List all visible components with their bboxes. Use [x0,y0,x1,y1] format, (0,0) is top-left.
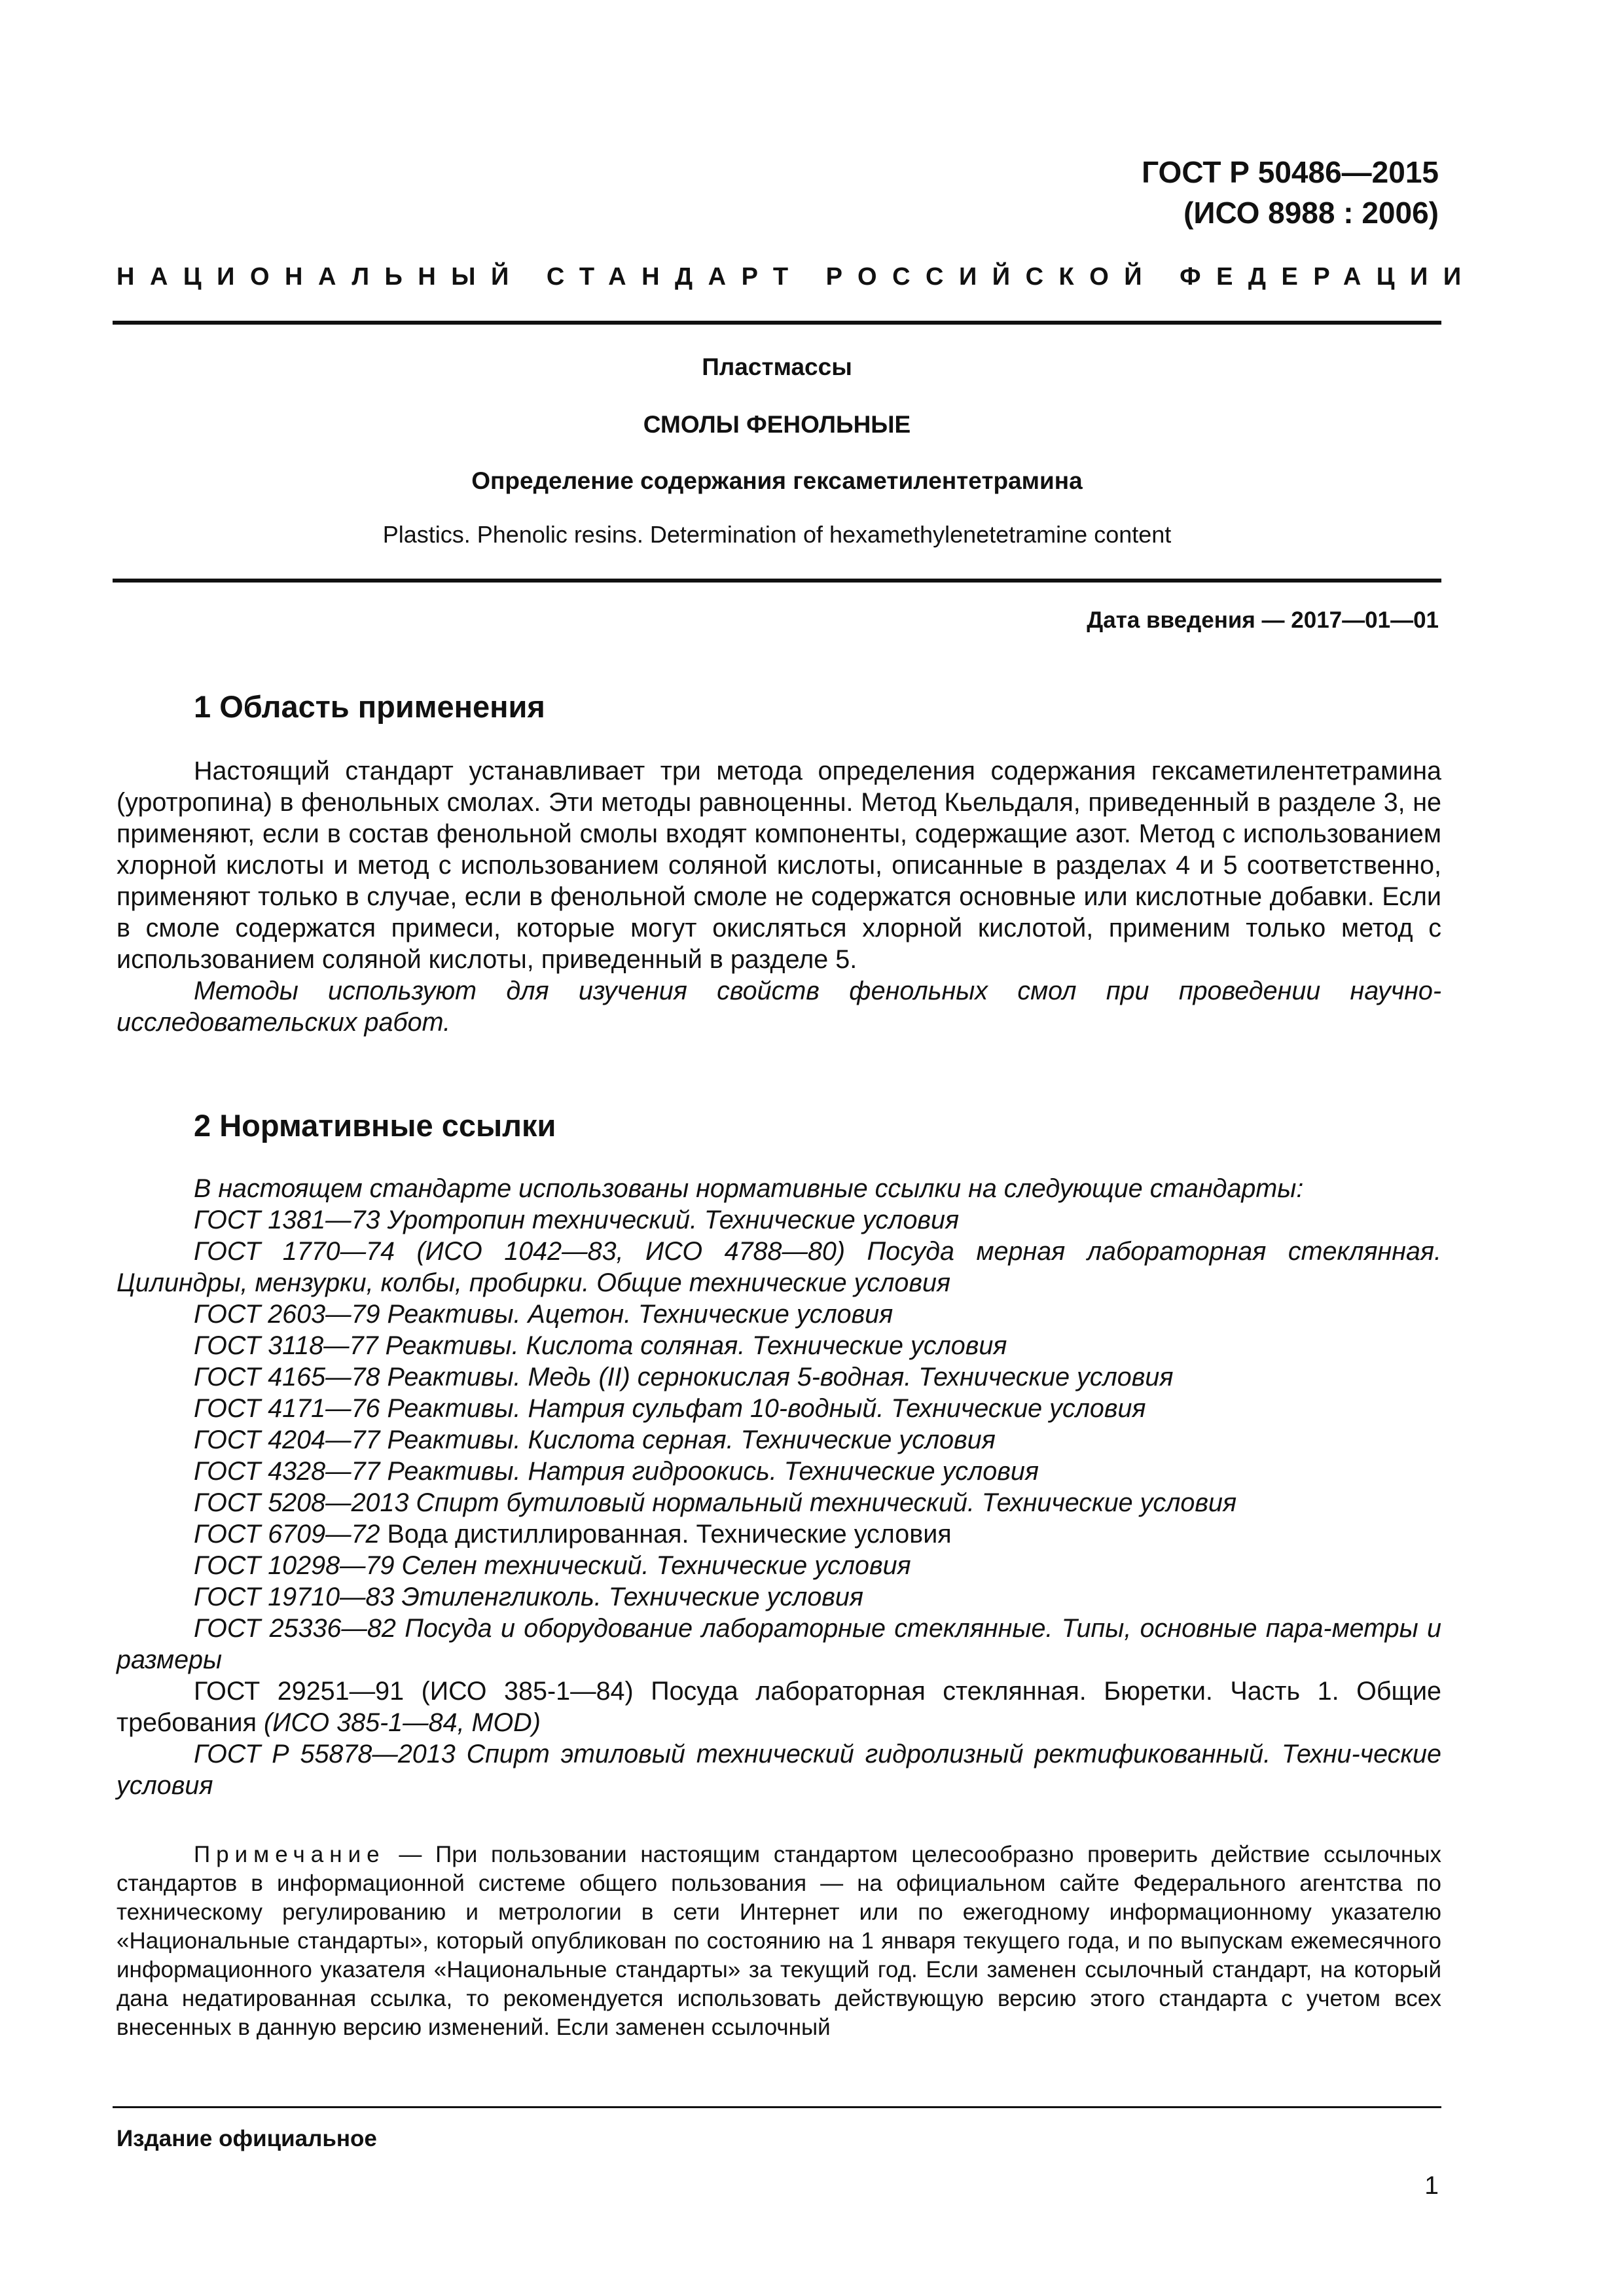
section-heading-normative-references: 2 Нормативные ссылки [194,1108,556,1143]
reference-item: ГОСТ Р 55878—2013 Спирт этиловый технический гидролизный ректификованный. Техни-ческие условия [117,1740,1441,1800]
reference-text: ГОСТ 29251—91 (ИСО 385-1—84) Посуда лабораторная стеклянная. Бюретки. Часть 1. Общие требования [117,1677,1441,1737]
note-dash: — [385,1842,436,1867]
title-rule [113,579,1441,583]
reference-item: ГОСТ 5208—2013 Спирт бутиловый нормальный технический. Технические условия [194,1488,1237,1517]
reference-title: Вода дистиллированная. Технические условия [380,1520,952,1549]
reference-item: ГОСТ 2603—79 Реактивы. Ацетон. Технические условия [194,1300,893,1329]
references-intro: В настоящем стандарте использованы нормативные ссылки на следующие стандарты: [194,1174,1304,1203]
reference-item: ГОСТ 3118—77 Реактивы. Кислота соляная. Технические условия [194,1331,1007,1360]
reference-item: ГОСТ 10298—79 Селен технический. Технические условия [194,1551,911,1580]
reference-item-6709 [117,1518,1441,1550]
designation-iso: (ИСО 8988 : 2006) [1183,196,1439,230]
title-group: Пластмассы [702,353,852,380]
note-label: Примечание [194,1842,386,1867]
official-edition-label: Издание официальное [117,2126,377,2151]
reference-code: ГОСТ 6709—72 [194,1520,380,1549]
reference-item: ГОСТ 4171—76 Реактивы. Натрия сульфат 10-водный. Технические условия [194,1394,1146,1423]
note-text: При пользовании настоящим стандартом целесообразно проверить действие ссылочных стандартов в информационной системе общего пользования — на официальном сайте Федерального агентства по техническому регулированию и метрологии в сети Интернет или по ежегодному информационному указателю «Национальные стандарты», который опубликован по состоянию на 1 января текущего года, и по выпускам ежемесячного информационного указателя «Национальные стандарты» за текущий год. Если заменен ссылочный стандарт, на который дана недатированная ссылка, то рекомендуется использовать действующую версию этого стандарта с учетом всех внесенных в данную версию изменений. Если заменен ссылочный [117,1842,1441,2040]
scope-body [117,755,1441,1038]
references-list [117,1173,1441,1801]
reference-item: ГОСТ 4204—77 Реактивы. Кислота серная. Технические условия [194,1426,996,1454]
reference-item: ГОСТ 4165—78 Реактивы. Медь (II) сернокислая 5-водная. Технические условия [194,1363,1174,1391]
standard-designation [1142,152,1439,233]
reference-mod: (ИСО 385-1—84, MOD) [263,1708,541,1737]
reference-item: ГОСТ 25336—82 Посуда и оборудование лабораторные стеклянные. Типы, основные пара-метры и размеры [117,1614,1441,1674]
title-subtitle: Определение содержания гексаметилентетрамина [471,467,1083,494]
footer-rule [113,2106,1441,2108]
national-standard-banner: НАЦИОНАЛЬНЫЙ СТАНДАРТ РОССИЙСКОЙ ФЕДЕРАЦИИ [117,263,1477,291]
title-english: Plastics. Phenolic resins. Determination of hexamethylenetetramine content [382,521,1172,548]
reference-item: ГОСТ 1770—74 (ИСО 1042—83, ИСО 4788—80) Посуда мерная лабораторная стеклянная. Цилиндры, мензурки, колбы, пробирки. Общие технические условия [117,1237,1441,1297]
header-rule [113,321,1441,325]
scope-paragraph-italic: Методы используют для изучения свойств фенольных смол при проведении научно-исследовательских работ. [117,977,1441,1037]
title-main: СМОЛЫ ФЕНОЛЬНЫЕ [643,411,911,438]
section-heading-scope: 1 Область применения [194,689,545,724]
designation-number: ГОСТ Р 50486—2015 [1142,155,1439,189]
page-number: 1 [1424,2172,1439,2200]
reference-item-29251 [117,1676,1441,1738]
scope-paragraph: Настоящий стандарт устанавливает три метода определения содержания гексаметилентетрамина (уротропина) в фенольных смолах. Эти методы равноценны. Метод Кьельдаля, приведенный в разделе 3, не применяют, если в состав фенольной смолы входят компоненты, содержащие азот. Метод с использованием хлорной кислоты и метод с использованием соляной кислоты, описанные в разделах 4 и 5 соответственно, применяют только в случае, если в фенольной смоле не содержатся основные или кислотные добавки. Если в смоле содержатся примеси, которые могут окисляться хлорной кислотой, применим только метод с использованием соляной кислоты, приведенный в разделе 5. [117,757,1441,974]
reference-item: ГОСТ 4328—77 Реактивы. Натрия гидроокись. Технические условия [194,1457,1039,1486]
reference-item: ГОСТ 1381—73 Уротропин технический. Технические условия [194,1206,960,1234]
note-paragraph [117,1840,1441,2042]
introduction-date: Дата введения — 2017—01—01 [1087,607,1439,633]
note-block [117,1840,1441,2042]
reference-item: ГОСТ 19710—83 Этиленгликоль. Технические условия [194,1583,863,1611]
